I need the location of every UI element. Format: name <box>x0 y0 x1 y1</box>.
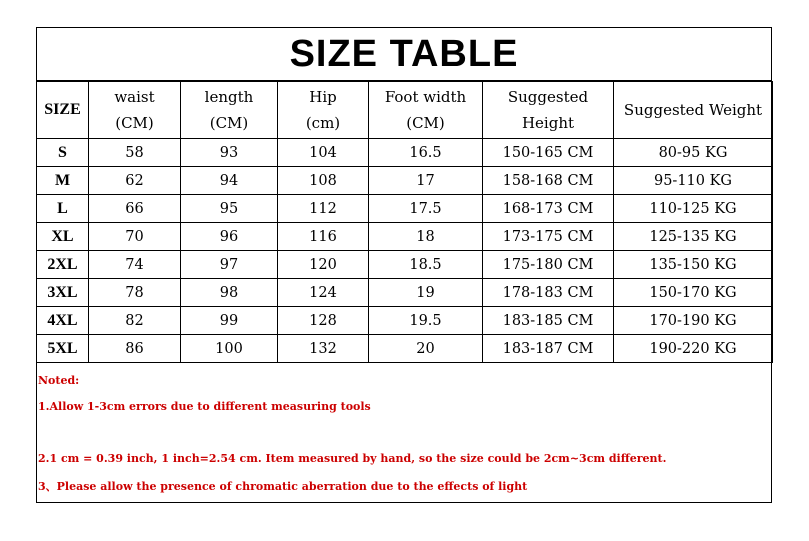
table-cell: 19 <box>369 279 483 307</box>
table-cell: 158-168 CM <box>483 167 614 195</box>
table-cell: 99 <box>181 307 278 335</box>
table-cell: 18.5 <box>369 251 483 279</box>
table-cell: 150-170 KG <box>614 279 773 307</box>
table-row <box>37 139 773 167</box>
table-cell: 178-183 CM <box>483 279 614 307</box>
table-cell: 17 <box>369 167 483 195</box>
table-cell: 128 <box>278 307 369 335</box>
table-cell: 104 <box>278 139 369 167</box>
column-header-label: Foot width <box>384 88 467 106</box>
table-cell: 20 <box>369 335 483 363</box>
column-header-label-2: Height <box>521 114 575 132</box>
page-title: SIZE TABLE <box>37 28 771 81</box>
table-cell: 95-110 KG <box>614 167 773 195</box>
table-cell: 95 <box>181 195 278 223</box>
table-row <box>37 279 773 307</box>
table-cell: 173-175 CM <box>483 223 614 251</box>
table-cell: 97 <box>181 251 278 279</box>
column-header-foot-width <box>369 82 483 139</box>
table-cell: 16.5 <box>369 139 483 167</box>
table-cell: 132 <box>278 335 369 363</box>
table-cell: 124 <box>278 279 369 307</box>
table-cell: 116 <box>278 223 369 251</box>
column-header-length <box>181 82 278 139</box>
column-header-label: Hip <box>309 88 337 106</box>
column-header-suggested-weight <box>614 82 773 139</box>
table-cell: 183-185 CM <box>483 307 614 335</box>
table-cell: 110-125 KG <box>614 195 773 223</box>
notes-section <box>37 358 771 504</box>
table-cell: 100 <box>181 335 278 363</box>
column-header-size <box>37 82 89 139</box>
header-row <box>37 82 773 139</box>
notes-heading: Noted: <box>38 374 80 387</box>
column-header-label: Suggested Weight <box>623 101 763 119</box>
size-label-cell: 5XL <box>37 335 89 363</box>
size-chart <box>36 27 772 503</box>
table-cell: 183-187 CM <box>483 335 614 363</box>
table-cell: 78 <box>89 279 181 307</box>
table-cell: 86 <box>89 335 181 363</box>
table-cell: 58 <box>89 139 181 167</box>
table-row <box>37 223 773 251</box>
note-item-1: 1.Allow 1-3cm errors due to different measuring tools <box>38 400 371 413</box>
table-cell: 175-180 CM <box>483 251 614 279</box>
table-cell: 17.5 <box>369 195 483 223</box>
table-row <box>37 251 773 279</box>
column-header-unit: (cm) <box>305 114 341 132</box>
table-cell: 19.5 <box>369 307 483 335</box>
column-header-label: waist <box>114 88 155 106</box>
size-table <box>36 81 773 363</box>
table-cell: 62 <box>89 167 181 195</box>
table-row <box>37 307 773 335</box>
size-label-cell: XL <box>37 223 89 251</box>
column-header-unit: (CM) <box>209 114 249 132</box>
table-cell: 82 <box>89 307 181 335</box>
column-header-label: Suggested <box>507 88 589 106</box>
table-cell: 80-95 KG <box>614 139 773 167</box>
table-cell: 98 <box>181 279 278 307</box>
column-header-waist <box>89 82 181 139</box>
table-row <box>37 167 773 195</box>
column-header-unit: (CM) <box>406 114 445 132</box>
table-cell: 94 <box>181 167 278 195</box>
column-header-unit: (CM) <box>115 114 154 132</box>
table-cell: 108 <box>278 167 369 195</box>
table-cell: 135-150 KG <box>614 251 773 279</box>
table-cell: 190-220 KG <box>614 335 773 363</box>
table-cell: 96 <box>181 223 278 251</box>
table-cell: 125-135 KG <box>614 223 773 251</box>
table-row <box>37 195 773 223</box>
table-cell: 150-165 CM <box>483 139 614 167</box>
size-label-cell: 2XL <box>37 251 89 279</box>
table-cell: 93 <box>181 139 278 167</box>
table-cell: 112 <box>278 195 369 223</box>
table-cell: 120 <box>278 251 369 279</box>
size-label-cell: S <box>37 139 89 167</box>
table-cell: 170-190 KG <box>614 307 773 335</box>
table-cell: 168-173 CM <box>483 195 614 223</box>
note-item-3: 3、Please allow the presence of chromatic aberration due to the effects of light <box>38 480 528 493</box>
table-body <box>37 139 773 363</box>
size-label-cell: L <box>37 195 89 223</box>
column-header-suggested-height <box>483 82 614 139</box>
table-cell: 74 <box>89 251 181 279</box>
column-header-hip <box>278 82 369 139</box>
size-label-cell: M <box>37 167 89 195</box>
table-cell: 18 <box>369 223 483 251</box>
table-cell: 66 <box>89 195 181 223</box>
note-item-2: 2.1 cm = 0.39 inch, 1 inch=2.54 cm. Item measured by hand, so the size could be 2cm~3cm different. <box>38 452 667 465</box>
table-cell: 70 <box>89 223 181 251</box>
size-label-cell: 3XL <box>37 279 89 307</box>
column-header-label: SIZE <box>44 101 81 118</box>
column-header-label: length <box>204 88 254 106</box>
size-label-cell: 4XL <box>37 307 89 335</box>
